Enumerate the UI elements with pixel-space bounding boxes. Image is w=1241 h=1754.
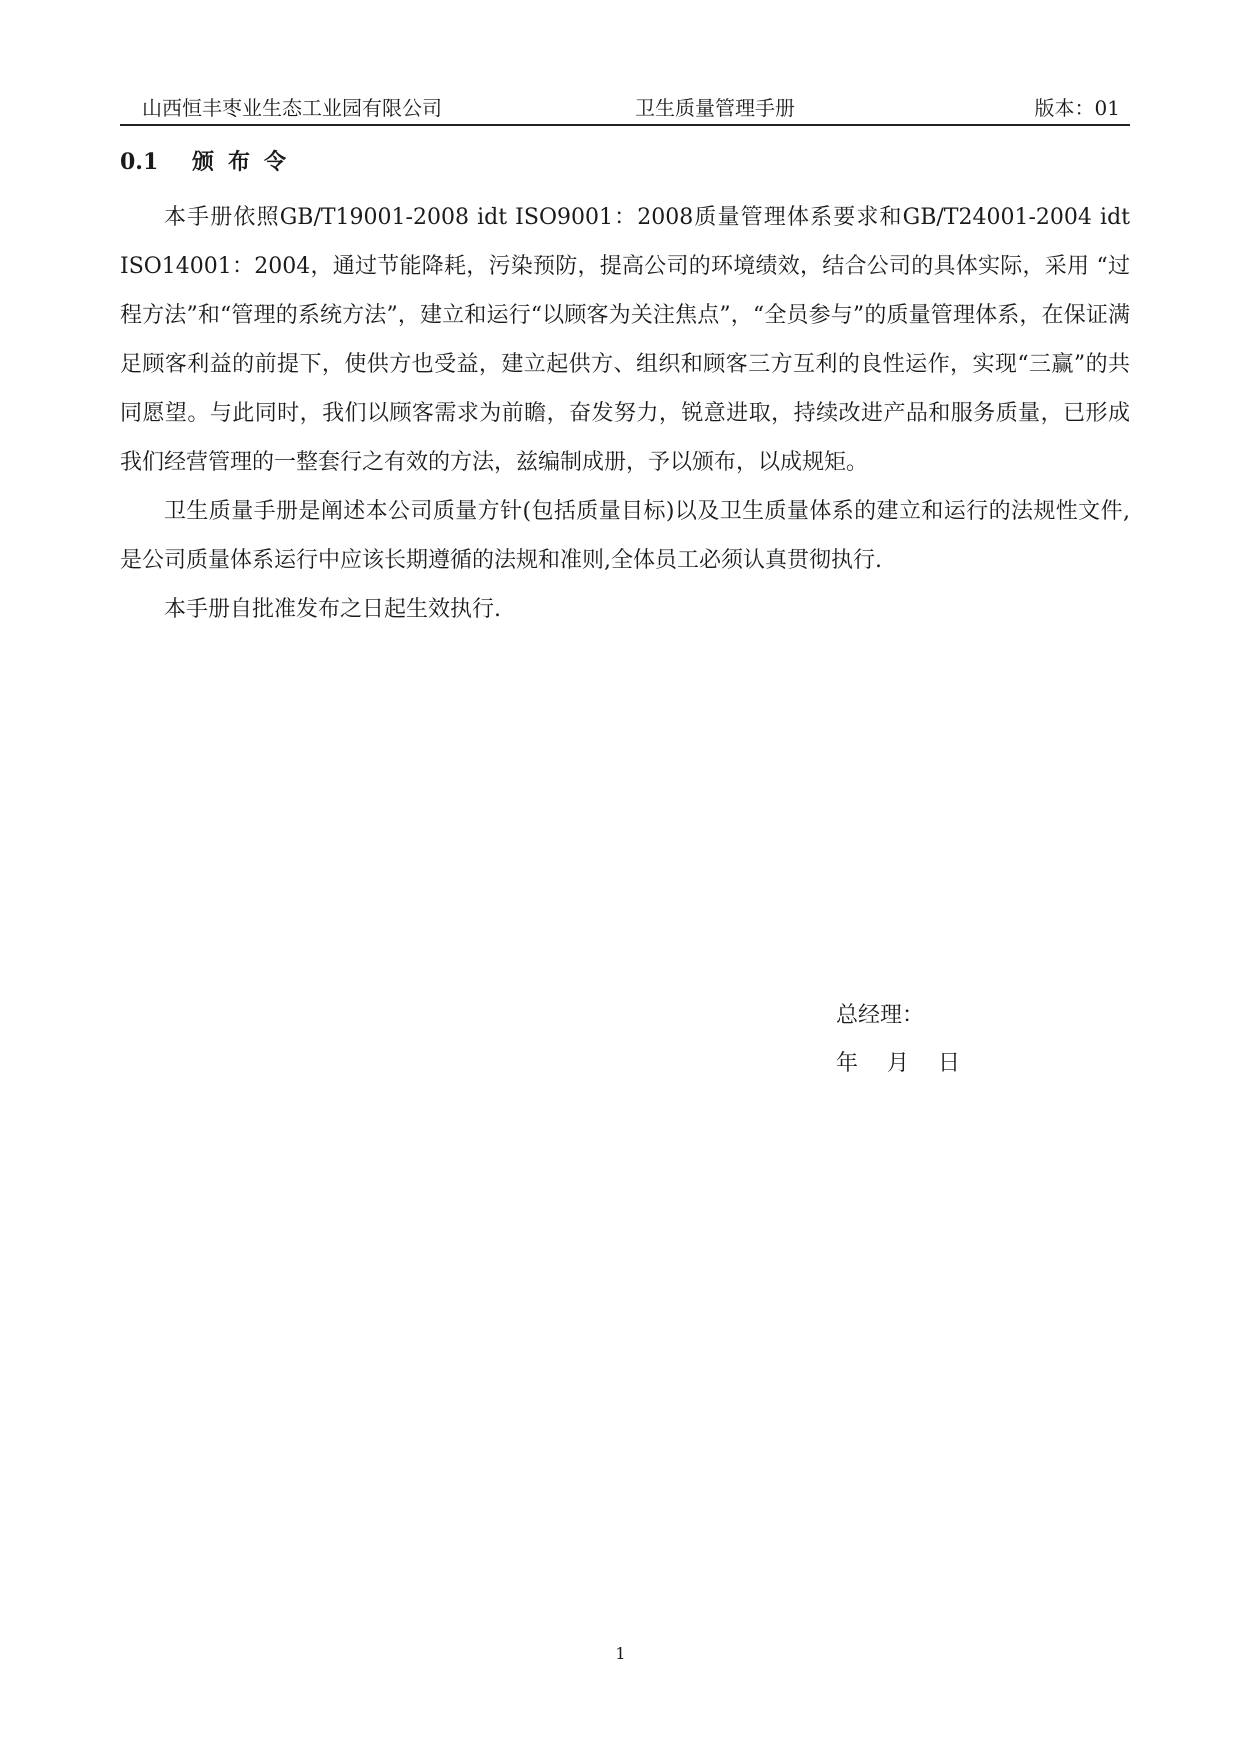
- document-body: [120, 193, 1130, 634]
- date-month: 月: [887, 1051, 910, 1076]
- section-number: 0.1: [120, 149, 159, 175]
- paragraph-2: 卫生质量手册是阐述本公司质量方针(包括质量目标)以及卫生质量体系的建立和运行的法规性文件,是公司质量体系运行中应该长期遵循的法规和准则,全体员工必须认真贯彻执行.: [120, 499, 1130, 573]
- header-title: 卫生质量管理手册: [635, 96, 795, 120]
- page-number: 1: [615, 1644, 626, 1663]
- section-title: 颁布令: [191, 149, 300, 175]
- header-company: 山西恒丰枣业生态工业园有限公司: [142, 96, 442, 120]
- manager-label: 总经理：: [836, 1003, 925, 1028]
- date-year: 年: [836, 1051, 859, 1076]
- date-day: 日: [938, 1051, 961, 1076]
- page-header: [120, 90, 1130, 126]
- paragraph-1: 本手册依照GB/T19001-2008 idt ISO9001：2008质量管理体系要求和GB/T24001-2004 idt ISO14001：2004，通过节能降耗，污染预防，提高公司的环境绩效，结合公司的具体实际，采用 “过程方法”和“管理的系统方法”，建立和运行“以顾客为关注焦点”，“全员参与”的质量管理体系，在保证满足顾客利益的前提下，使供方也受益，建立起供方、组织和顾客三方互利的良性运作，实现“三赢”的共同愿望。与此同时，我们以顾客需求为前瞻，奋发努力，锐意进取，持续改进产品和服务质量，已形成我们经营管理的一整套行之有效的方法，兹编制成册，予以颁布，以成规矩。: [120, 205, 1130, 475]
- section-heading: [120, 145, 300, 176]
- date-line: [836, 1040, 982, 1088]
- paragraph-3: 本手册自批准发布之日起生效执行.: [164, 597, 501, 622]
- signature-block: [836, 992, 982, 1088]
- header-version: 版本：01: [1034, 96, 1120, 120]
